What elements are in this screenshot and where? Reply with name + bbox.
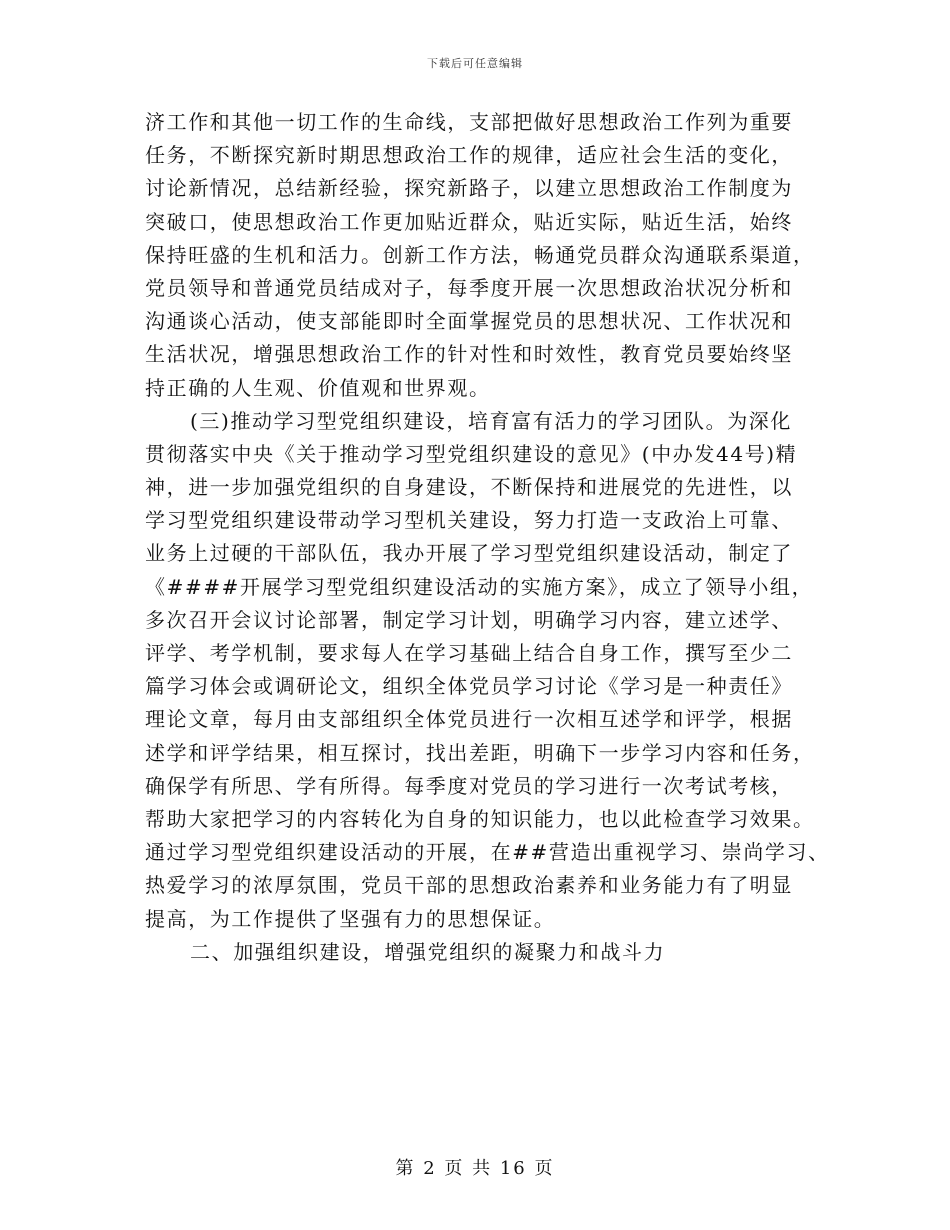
body-line: 确保学有所思、学有所得。每季度对党员的学习进行一次考试考核， bbox=[145, 773, 793, 798]
page-number: 第 2 页 共 16 页 bbox=[395, 1158, 555, 1179]
body-line: 篇学习体会或调研论文，组织全体党员学习讨论《学习是一种责任》 bbox=[145, 674, 793, 699]
body-line: 通过学习型党组织建设活动的开展，在##营造出重视学习、崇尚学习、 bbox=[145, 840, 830, 865]
body-line: 述学和评学结果，相互探讨，找出差距，明确下一步学习内容和任务， bbox=[145, 740, 815, 765]
page-header: 下载后可任意编辑 bbox=[427, 57, 523, 70]
body-line: 评学、考学机制，要求每人在学习基础上结合自身工作，撰写至少二 bbox=[145, 641, 793, 665]
body-line: 学习型党组织建设带动学习型机关建设，努力打造一支政治上可靠、 bbox=[145, 508, 793, 533]
body-line: 提高，为工作提供了坚强有力的思想保证。 bbox=[145, 906, 556, 931]
body-line: 沟通谈心活动，使支部能即时全面掌握党员的思想状况、工作状况和 bbox=[145, 309, 793, 334]
body-line: 保持旺盛的生机和活力。创新工作方法，畅通党员群众沟通联系渠道， bbox=[145, 242, 815, 267]
body-line: 讨论新情况，总结新经验，探究新路子，以建立思想政治工作制度为 bbox=[145, 176, 793, 201]
document-body bbox=[145, 106, 830, 969]
body-line: 济工作和其他一切工作的生命线，支部把做好思想政治工作列为重要 bbox=[145, 110, 793, 134]
body-line: 贯彻落实中央《关于推动学习型党组织建设的意见》(中办发44号)精 bbox=[145, 441, 798, 466]
body-line: 突破口，使思想政治工作更加贴近群众，贴近实际，贴近生活，始终 bbox=[145, 209, 793, 234]
body-line: 业务上过硬的干部队伍，我办开展了学习型党组织建设活动，制定了 bbox=[145, 541, 793, 566]
body-line: 帮助大家把学习的内容转化为自身的知识能力，也以此检查学习效果。 bbox=[145, 806, 815, 831]
body-line: 多次召开会议讨论部署，制定学习计划，明确学习内容，建立述学、 bbox=[145, 607, 793, 632]
body-line: 任务，不断探究新时期思想政治工作的规律，适应社会生活的变化， bbox=[145, 143, 793, 168]
body-line: 生活状况，增强思想政治工作的针对性和时效性，教育党员要始终坚 bbox=[145, 342, 793, 367]
body-line: 热爱学习的浓厚氛围，党员干部的思想政治素养和业务能力有了明显 bbox=[145, 873, 793, 898]
body-line: 理论文章，每月由支部组织全体党员进行一次相互述学和评学，根据 bbox=[145, 707, 793, 732]
body-line: 持正确的人生观、价值观和世界观。 bbox=[145, 375, 491, 400]
body-line: 神，进一步加强党组织的自身建设，不断保持和进展党的先进性，以 bbox=[145, 475, 793, 500]
section-heading-2: 二、加强组织建设，增强党组织的凝聚力和战斗力 bbox=[190, 939, 666, 964]
body-line: 党员领导和普通党员结成对子，每季度开展一次思想政治状况分析和 bbox=[145, 275, 793, 300]
body-line: 《####开展学习型党组织建设活动的实施方案》，成立了领导小组， bbox=[145, 574, 814, 599]
section-heading-3: (三)推动学习型党组织建设，培育富有活力的学习团队。为深化 bbox=[190, 408, 793, 433]
